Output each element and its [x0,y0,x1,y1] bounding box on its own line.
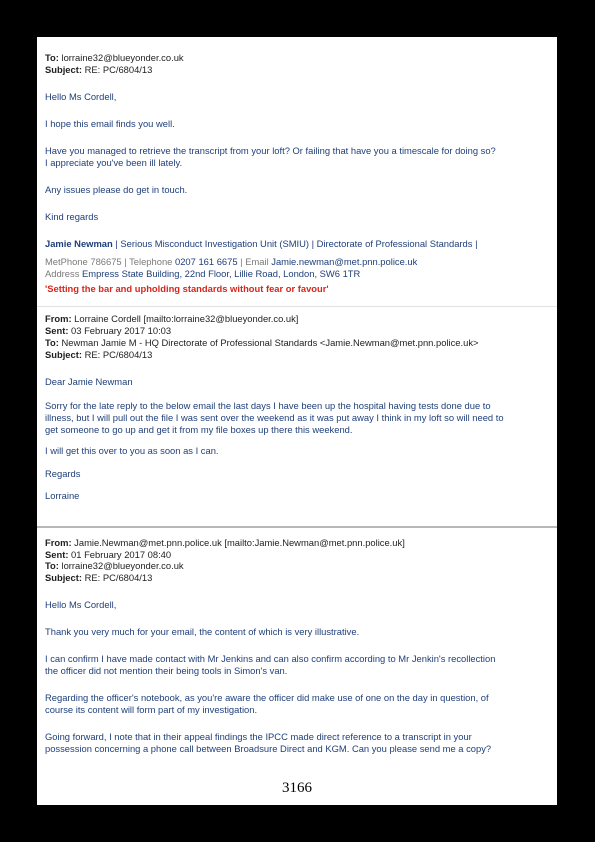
to-label: To: [45,52,59,63]
email3-paragraph-2b: the officer did not mention their being tools in Simon's van. [45,665,288,676]
email-link[interactable]: Jamie.newman@met.pnn.police.uk [271,256,418,267]
email1-paragraph-2b: I appreciate you've been ill lately. [45,157,183,168]
metphone-value: 786675 | Telephone [87,256,175,267]
address-label: Address [45,268,80,279]
email3-paragraph-2a: I can confirm I have made contact with Mr Jenkins and can also confirm according to Mr Jenkin's recollection [45,653,496,664]
from-value[interactable]: Jamie.Newman@met.pnn.police.uk [mailto:Jamie.Newman@met.pnn.police.uk] [71,537,405,548]
to-value[interactable]: lorraine32@blueyonder.co.uk [58,560,184,571]
from-label: From: [45,537,72,548]
email2-closing: Regards [45,468,81,479]
email1-paragraph-3: Any issues please do get in touch. [45,184,188,195]
signature-name: Jamie Newman [45,238,113,249]
email1-paragraph-2a: Have you managed to retrieve the transcript from your loft? Or failing that have you a timescale for doing so? [45,145,496,156]
subject-value: RE: PC/6804/13 [84,64,153,75]
sent-value: 03 February 2017 10:03 [68,325,172,336]
subject-label: Subject: [45,572,82,583]
email1-greeting: Hello Ms Cordell, [45,91,117,102]
divider [37,306,557,307]
email2-subject-line [45,349,551,361]
sent-value: 01 February 2017 08:40 [68,549,172,560]
signature-motto: 'Setting the bar and upholding standards without fear or favour' [45,283,329,294]
email3-paragraph-4b: possession concerning a phone call between Broadsure Direct and KGM. Can you please send me a copy? [45,743,492,754]
sent-label: Sent: [45,549,69,560]
telephone-value: 0207 161 6675 [174,256,238,267]
subject-label: Subject: [45,64,82,75]
email3-to-line [45,560,551,572]
divider [37,526,557,528]
to-value[interactable]: lorraine32@blueyonder.co.uk [61,52,184,63]
email3-from-line [45,537,551,549]
email1-subject-line [45,64,551,76]
email2-body-1b: illness, but I will pull out the file I was sent over the weekend as it was put away I think in my loft so will need to [45,412,504,423]
email2-name: Lorraine [45,490,80,501]
email2-body-2: I will get this over to you as soon as I can. [45,445,219,456]
sent-label: Sent: [45,325,69,336]
email2-to-line [45,337,551,349]
to-label: To: [45,337,59,348]
email1-contact-line [45,256,551,268]
email3-paragraph-3a: Regarding the officer's notebook, as you're aware the officer did make use of one on the day in question, of [45,692,489,703]
email2-greeting: Dear Jamie Newman [45,376,133,387]
to-label: To: [45,560,59,571]
document-page [37,37,557,805]
email3-greeting: Hello Ms Cordell, [45,599,117,610]
email1-closing: Kind regards [45,211,99,222]
signature-unit: | Serious Misconduct Investigation Unit (SMIU) | Directorate of Professional Standards | [112,238,478,249]
email1-paragraph-1: I hope this email finds you well. [45,118,175,129]
email2-sent-line [45,325,551,337]
email3-paragraph-3b: course its content will form part of my investigation. [45,704,258,715]
email-label: | Email [237,256,272,267]
email1-address-line [45,268,551,280]
email3-paragraph-4a: Going forward, I note that in their appeal findings the IPCC made direct reference to a transcript in your [45,731,472,742]
email2-body-1c: get someone to go up and get it from my file boxes up there this weekend. [45,424,353,435]
page-number: 3166 [282,780,312,796]
from-label: From: [45,313,72,324]
address-value: Empress State Building, 22nd Floor, Lillie Road, London, SW6 1TR [79,268,361,279]
email1-signature-line [45,238,551,250]
email1-to-line [45,52,551,64]
email3-paragraph-1: Thank you very much for your email, the content of which is very illustrative. [45,626,360,637]
subject-value: RE: PC/6804/13 [81,572,153,583]
from-value[interactable]: Lorraine Cordell [mailto:lorraine32@blueyonder.co.uk] [71,313,299,324]
metphone-label: MetPhone [45,256,88,267]
to-value[interactable]: Newman Jamie M - HQ Directorate of Professional Standards <Jamie.Newman@met.pnn.police.uk> [58,337,479,348]
email3-subject-line [45,572,551,584]
subject-label: Subject: [45,349,82,360]
email2-body-1a: Sorry for the late reply to the below email the last days I have been up the hospital having tests done due to [45,400,491,411]
email2-from-line [45,313,551,325]
subject-value: RE: PC/6804/13 [81,349,153,360]
